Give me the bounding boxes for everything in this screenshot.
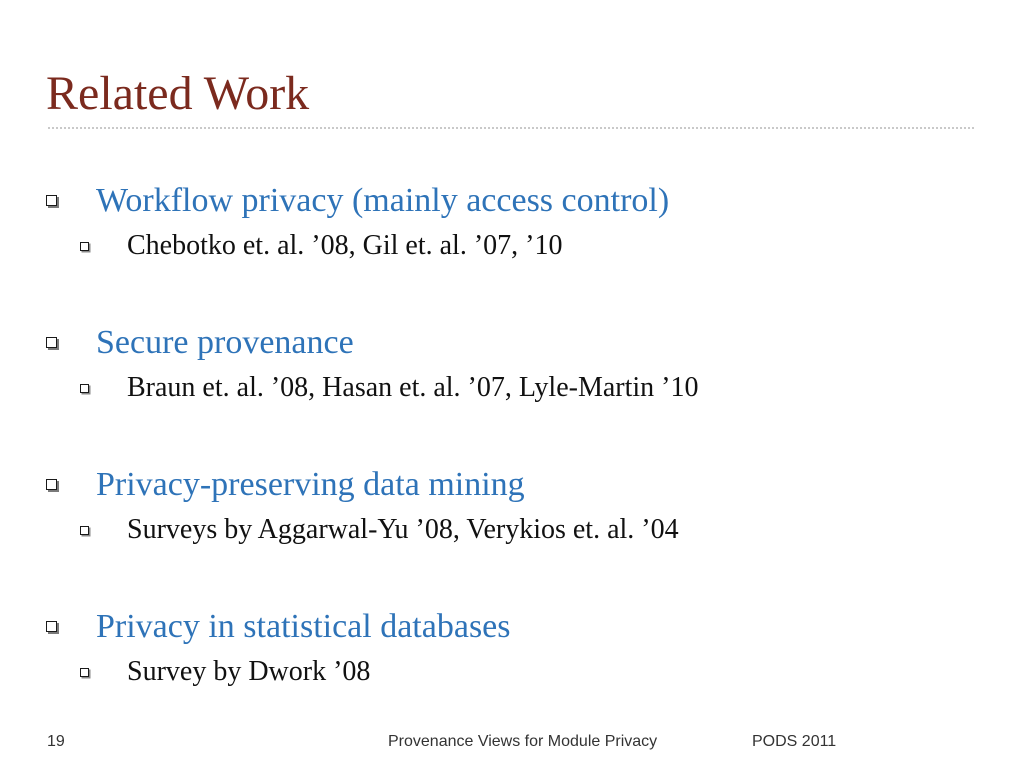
checkbox-bullet-icon [80,668,89,677]
footer-presentation-title: Provenance Views for Module Privacy [388,733,658,750]
checkbox-bullet-icon [46,621,57,632]
bullet-heading: Privacy in statistical databases [96,608,511,645]
bullet-level1 [0,609,1024,651]
bullet-heading: Privacy-preserving data mining [96,466,525,503]
checkbox-bullet-icon [80,384,89,393]
bullet-level2 [0,229,1024,265]
bullet-subtext: Chebotko et. al. ’08, Gil et. al. ’07, ’10 [127,230,563,261]
bullet-heading: Secure provenance [96,324,354,361]
bullet-level2 [0,513,1024,549]
bullet-level1 [0,467,1024,509]
bullet-level2 [0,655,1024,691]
checkbox-bullet-icon [46,337,57,348]
bullet-heading: Workflow privacy (mainly access control) [96,182,670,219]
title-divider [48,127,974,129]
bullet-level1 [0,183,1024,225]
bullet-subtext: Surveys by Aggarwal-Yu ’08, Verykios et. al. ’04 [127,514,679,545]
bullet-level1 [0,325,1024,367]
checkbox-bullet-icon [46,195,57,206]
checkbox-bullet-icon [80,526,89,535]
checkbox-bullet-icon [80,242,89,251]
bullet-subtext: Survey by Dwork ’08 [127,656,371,687]
footer-conference: PODS 2011 [752,733,837,750]
slide-number: 19 [47,733,65,750]
checkbox-bullet-icon [46,479,57,490]
slide-title: Related Work [46,67,310,120]
bullet-subtext: Braun et. al. ’08, Hasan et. al. ’07, Lyle-Martin ’10 [127,372,699,403]
bullet-level2 [0,371,1024,407]
